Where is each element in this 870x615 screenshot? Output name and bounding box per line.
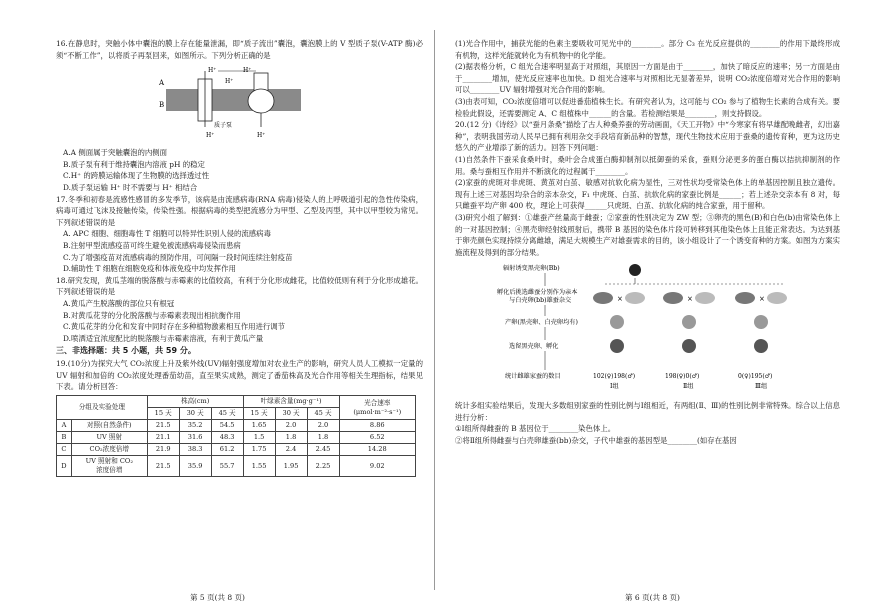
row-name [71,456,147,477]
cell: 6.52 [339,432,416,444]
q18-option-a: A.黄瓜产生脱落酸的部位只有根冠 [63,298,175,308]
q19-part-1: (1)光合作用中，捕获光能的色素主要吸收可见光中的________。部分 C₃ 在光反应提供的________的作用下最终形成有机物，这样光能就转化为有机物中的化学能。 [455,39,840,60]
th-day: 15 天 [243,408,275,420]
th-day: 30 天 [179,408,211,420]
row-id: A [57,420,72,432]
cross-group-3 [735,292,787,390]
table-row [57,444,416,456]
th-height: 株高(cm) [147,396,243,408]
cell: 9.02 [339,456,416,477]
th-day: 30 天 [275,408,307,420]
cell: 35.9 [179,456,211,477]
cell: 21.5 [147,456,179,477]
cell: 2.45 [307,444,339,456]
q16-option-b: B.质子泵有利于维持囊泡内溶液 pH 的稳定 [63,159,205,169]
q18-option-b: B.对黄瓜花芽的分化脱落酸与赤霉素表现出相抗衡作用 [63,310,241,320]
black-egg-icon [610,339,624,353]
cell: 31.6 [179,432,211,444]
cross-group-2 [663,292,715,390]
row-name: UV 照射 [71,432,147,444]
q17-option-a: A. APC 细胞、细胞毒性 T 细胞可以特异性识别人侵的流感病毒 [63,229,271,239]
th-rate-unit: (μmol·m⁻²·s⁻¹) [353,407,402,416]
cell: 1.75 [243,444,275,456]
result-group-2: 198(♀)0(♂) [665,373,700,381]
cross-symbol: × [617,295,623,304]
cell: 21.9 [147,444,179,456]
moth-male-icon [625,292,645,304]
q19-part-3: (3)由表可知，CO₂浓度倍增可以促进番茄植株生长。有研究者认为，这可能与 CO₂ 参与了植物生长素的合成有关。要检验此假设，还需要测定 A、C 组植株中______的含量。若检测结果是________，则支持假设。 [455,96,840,118]
fig-h1: H⁺ [208,67,217,75]
cell: 1.8 [307,432,339,444]
egg-mix-icon [682,315,696,329]
right-page [435,0,870,615]
cell: 14.28 [339,444,416,456]
cell: 48.3 [211,432,243,444]
cell: 1.95 [275,456,307,477]
th-group: 分组及实验处理 [57,396,148,420]
q17-option-d: D.辅助性 T 细胞在细胞免疫和体液免疫中均发挥作用 [63,264,236,274]
moth-male-icon [767,292,787,304]
fig-pump-label: 质子泵 [214,122,233,130]
q16-option-a: A.A 侧面属于突触囊泡的内侧面 [63,148,168,158]
fig-h4: H⁺ [206,132,215,140]
q19-table [56,395,416,477]
cell: 54.5 [211,420,243,432]
cross-group-1 [593,292,645,390]
th-day: 15 天 [147,408,179,420]
cell: 61.2 [211,444,243,456]
result-group-3: 0(♀)195(♂) [738,373,773,381]
cell: 2.25 [307,456,339,477]
egg-mix-icon [754,315,768,329]
group-label-2: Ⅱ组 [683,383,694,391]
page-footer-right: 第 6 页(共 8 页) [625,593,680,602]
moth-male-icon [695,292,715,304]
cross-symbol: × [687,295,693,304]
flow-step-5: 统计雌雄家蚕的数目 [505,373,561,381]
flow-step-3: 产卵(黑壳卵、白壳卵均有) [505,319,578,327]
q20-part-5: ①Ⅰ组所得雌蚕的 B 基因位于________染色体上。 [455,424,616,434]
cell: 2.0 [275,420,307,432]
cell: 35.2 [179,420,211,432]
th-day: 45 天 [307,408,339,420]
th-rate [339,396,416,420]
q17-stem: 17.冬季和初春是流感性感冒的多发季节，该病是由流感病毒(RNA 病毒)侵染人的上呼吸道引起的急性传染病，病毒可通过飞沫及接触传染，传染性强。根据病毒的类型把流感分为甲型、乙型及丙型，其中以甲型较为常见。下列叙述错误的是 [56,194,423,227]
th-day: 45 天 [211,408,243,420]
cell: 21.5 [147,420,179,432]
moth-female-icon [593,292,613,304]
q20-part-4: 统计多组实验结果后，发现大多数组别家蚕的性别比例与Ⅰ组相近，有两组(Ⅱ、Ⅲ)的性别比例非常特殊。综合以上信息进行分析： [455,401,840,422]
fig-h3: H⁺ [243,67,252,75]
table-row [57,420,416,432]
moth-female-icon [735,292,755,304]
table-row [57,456,416,477]
flow-step-2b: 与白壳卵(bb)雄蚕杂交 [509,297,572,305]
cell: 1.65 [243,420,275,432]
cell: 2.4 [275,444,307,456]
q20-part-3: (3)研究小组了解到：①雄蚕产丝量高于雌蚕；②家蚕的性别决定为 ZW 型；③卵壳的黑色(B)和白色(b)由常染色体上的一对基因控制；④黑壳卵经射线照射后，携带 B 基因的染色体片段可转移到其他染色体上且能正常表达。为达到基于卵壳颜色实现持续分离雌雄，满足大规模生产对雄蚕需求的目的，该小组设计了一个诱变育种的方案。如图为方案实施流程及得到的部分结果。 [455,212,840,257]
flow-step-1: 辐射诱变黑壳卵(Bb) [503,265,560,273]
row-id: D [57,456,72,477]
fig-label-a: A [159,79,165,88]
q20-part-2: (2)家蚕的虎斑对非虎斑、黄茧对白茧、敏感对抗软化病为显性，三对性状均受常染色体上的单基因控制且独立遗传。现有上述三对基因均杂合的亲本杂交，F₁ 中虎斑、白茧、抗软化病的家蚕比例是______；若上述杂交亲本有 8 对，每只雌蚕平均产卵 400 枚，理论上可获得______只虎斑、白茧、抗软化病的纯合家蚕，用于留种。 [455,178,840,211]
row-name-line1: UV 照射和 CO₂ [85,457,133,466]
section-heading: 三、非选择题：共 5 小题，共 59 分。 [56,346,196,356]
q19-part-2: (2)据表格分析，C 组光合速率明显高于对照组，其原因一方面是由于________，加快了暗反应的速率；另一方面是由于________增加，使光反应速率也加快。D 组光合速率与对照相比无显著差异，说明 CO₂浓度倍增对光合作用的影响可以________UV 辐射增强对光合作用的影响。 [455,62,840,95]
row-name: CO₂浓度倍增 [71,444,147,456]
proton-pump-figure [156,61,306,147]
q20-stem: 20.(12 分)《诗经》以“蚕月条桑”描绘了古人种桑养蚕的劳动画面，《天工开物》中“今寒家有将早雄配晚雌者，幻出嘉种”，表明我国劳动人民早已拥有利用杂交手段培育新品种的智慧，现代生物技术应用于蚕桑的遗传育种，更为这历史悠久的产业增添了新的活力。回答下列问题： [455,120,840,153]
egg-mix-icon [610,315,624,329]
row-name: 对照(自然条件) [71,420,147,432]
group-label-3: Ⅲ组 [755,383,768,391]
group-label-1: Ⅰ组 [610,383,619,391]
result-group-1: 102(♀)198(♂) [593,373,636,381]
black-egg-icon [754,339,768,353]
mutation-breeding-figure [495,260,825,400]
q18-stem: 18.研究发现，黄瓜茎端的脱落酸与赤霉素的比值较高，有利于分化形成雌花，比值较低则有利于分化形成雄花。下列叙述错误的是 [56,275,423,297]
black-egg-icon [682,339,696,353]
row-id: C [57,444,72,456]
th-rate-label: 光合速率 [364,398,391,407]
fig-h5: H⁺ [257,132,266,140]
q20-part-1: (1)自然条件下蚕采食桑叶时，桑叶会合成蛋白酶抑制剂以抵御蚕的采食，蚕则分泌更多的蛋白酶以拮抗抑制剂的作用。桑与蚕相互作用并不断演化的过程属于________。 [455,154,840,176]
row-id: B [57,432,72,444]
q17-option-b: B.注射甲型流感疫苗可终生避免被流感病毒侵染而患病 [63,240,241,250]
pump-head [248,89,274,113]
q20-part-6: ②将Ⅱ组所得雌蚕与白壳卵雄蚕(bb)杂交，子代中雄蚕的基因型是________(如存在基因 [455,436,737,446]
flow-step-2a: 孵化后挑选雌蚕分别作为亲本 [497,289,578,297]
q17-option-c: C.为了增强疫苗对流感病毒的预防作用，可间隔一段时间连续注射疫苗 [63,252,293,262]
q16-stem: 16.在静息时，突触小体中囊泡的膜上存在能量泄漏，即“质子流出”囊泡，囊泡膜上的 V 型质子泵(V-ATP 酶)必须“不断工作”，以将质子再泵回来，如图所示。下列分析正确的是 [56,39,423,60]
row-name-line2: 浓度倍增 [96,466,123,475]
fig-h2: H⁺ [225,78,234,86]
cell: 1.8 [275,432,307,444]
q18-option-d: D.喷洒适宜浓度配比的脱落酸与赤霉素溶液，有利于黄瓜产量 [63,333,264,343]
flow-step-4: 选留黑壳卵、孵化 [509,343,559,351]
table-row [57,432,416,444]
q16-option-d: D.质子泵运输 H⁺ 时不需要与 H⁺ 相结合 [63,182,198,192]
cell: 1.5 [243,432,275,444]
cell: 2.0 [307,420,339,432]
cross-symbol: × [759,295,765,304]
membrane-band [166,89,301,111]
q16-option-c: C.H⁺ 的跨膜运输体现了生物膜的选择透过性 [63,171,210,181]
cell: 1.55 [243,456,275,477]
moth-female-icon [663,292,683,304]
q19-stem: 19.(10分)为探究大气 CO₂浓度上升及紫外线(UV)辐射强度增加对农业生产的影响，研究人员人工模拟一定量的 UV 辐射和加倍的 CO₂浓度处理番茄幼苗，直至果实成熟，测定了番茄株高及光合作用等相关生理指标，结果见下表。请分析回答： [56,359,423,392]
th-chlorophyll: 叶绿素含量(mg·g⁻¹) [243,396,339,408]
cell: 8.86 [339,420,416,432]
page-footer-left: 第 5 页(共 8 页) [190,593,245,602]
cell: 21.1 [147,432,179,444]
fig-label-b: B [159,101,165,110]
cell: 55.7 [211,456,243,477]
q18-option-c: C.黄瓜花芽的分化和发育中同时存在多种植物激素相互作用进行调节 [63,322,286,332]
black-egg-icon [629,264,641,276]
cell: 38.3 [179,444,211,456]
